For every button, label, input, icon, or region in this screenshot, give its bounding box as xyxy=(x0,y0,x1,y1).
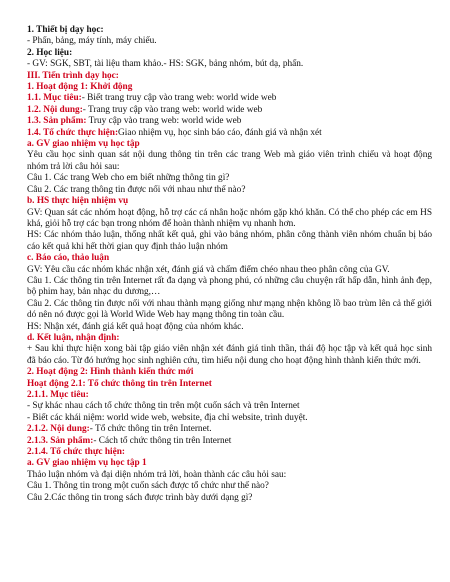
subsection-heading: 2.1.4. Tổ chức thực hiện: xyxy=(27,447,126,458)
subsection-heading: a. GV giao nhiệm vụ học tập 1 xyxy=(27,458,147,469)
labeled-line xyxy=(27,424,432,435)
label: 2.1.3. Sản phẩm: xyxy=(27,435,94,446)
value: Truy cập vào trang web: world wide web xyxy=(86,116,242,127)
labeled-line xyxy=(27,116,432,127)
question: Câu 2.Các thông tin trong sách được trình bày dưới dạng gì? xyxy=(27,492,253,503)
question: Câu 2. Các trang thông tin được nối với nhau như thế nào? xyxy=(27,184,246,195)
section-heading: 2. Học liệu: xyxy=(27,47,73,58)
subsection-heading: d. Kết luận, nhận định: xyxy=(27,332,120,343)
label: 1.1. Mục tiêu: xyxy=(27,93,82,104)
value: - Trang truy cập vào trang web: world wide web xyxy=(82,104,263,115)
paragraph: Câu 2. Các thông tin được nối với nhau thành mạng giống như mạng nhện không lồ bao trùm lên cả thế giới dó nên nó được gọi là World Wide Web hay mạng thông tin toàn cầu. xyxy=(27,298,432,321)
label: 2.1.2. Nội dung: xyxy=(27,424,90,435)
text-line: - Biết các khái niệm: world wide web, website, địa chỉ website, trình duyệt. xyxy=(27,412,308,423)
text-line: Thảo luận nhóm và đại diện nhóm trả lời, hoàn thành các câu hỏi sau: xyxy=(27,469,287,480)
value: Giao nhiệm vụ, học sinh báo cáo, đánh giá và nhận xét xyxy=(118,127,322,138)
paragraph: + Sau khi thực hiện xong bài tập giáo viên nhận xét đánh giá tinh thần, thái độ học tập và kết quả học sinh đã báo cáo. Từ đó hướng học sinh nghiên cứu, tìm hiểu nội dung cho hoạt động hình thành kiến thức mới. xyxy=(27,344,432,366)
activity-heading: Hoạt động 2.1: Tổ chức thông tin trên Internet xyxy=(27,378,212,389)
subsection-heading: a. GV giao nhiệm vụ học tập xyxy=(27,139,140,150)
value: - Tổ chức thông tin trên Internet. xyxy=(89,424,212,435)
question: Câu 1. Thông tin trong một cuốn sách được tổ chức như thế nào? xyxy=(27,481,269,492)
activity-heading: 1. Hoạt động 1: Khởi động xyxy=(27,82,133,93)
text-line: HS: Nhận xét, đánh giá kết quả hoạt động của nhóm khác. xyxy=(27,321,244,332)
labeled-line xyxy=(27,105,432,116)
subsection-heading: 2.1.1. Mục tiêu: xyxy=(27,390,89,400)
question: Câu 1. Các trang Web cho em biết những thông tin gì? xyxy=(27,173,230,184)
label: 1.2. Nội dung: xyxy=(27,104,83,115)
labeled-line xyxy=(27,436,432,447)
value: - Cách tổ chức thông tin trên Internet xyxy=(93,435,232,446)
paragraph: GV: Yêu cầu các nhóm khác nhận xét, đánh giá và chấm điểm chéo nhau theo phân công của GV. xyxy=(27,264,390,275)
text-line: - Phấn, bảng, máy tính, máy chiếu. xyxy=(27,36,157,47)
labeled-line xyxy=(27,93,432,104)
section-heading: 1. Thiết bị dạy học: xyxy=(27,25,104,35)
label: 1.3. Sản phẩm: xyxy=(27,116,87,127)
label: 1.4. Tổ chức thực hiện: xyxy=(27,127,119,138)
subsection-heading: b. HS thực hiện nhiệm vụ xyxy=(27,196,129,207)
paragraph: GV: Quan sát các nhóm hoạt động, hỗ trợ các cá nhân hoặc nhóm gặp khó khăn. Có thể cho phép các em HS khá, giỏi hỗ trợ các bạn trong nhóm để hoàn thành nhiệm vụ nhanh hơn. xyxy=(27,207,432,229)
text-line: - GV: SGK, SBT, tài liệu tham khảo.- HS: SGK, bảng nhóm, bút dạ, phấn. xyxy=(27,59,304,70)
paragraph: Câu 1. Các thông tin trên Internet rất đa dạng và phong phú, có những câu chuyện rất hấp dẫn, hình ảnh đẹp, bộ phim hay, bản nhạc du dương,… xyxy=(27,275,432,298)
subsection-heading: c. Báo cáo, thảo luận xyxy=(27,253,110,264)
activity-heading: 2. Hoạt động 2: Hình thành kiến thức mới xyxy=(27,367,194,378)
text-line: - Sự khác nhau cách tổ chức thông tin trên một cuốn sách và trên Internet xyxy=(27,401,300,412)
paragraph: Yêu cầu học sinh quan sát nội dung thông tin trên các trang Web mà giáo viên trình chiếu và hoạt động nhóm trả lời câu hỏi sau: xyxy=(27,150,432,172)
section-heading: III. Tiến trình dạy học: xyxy=(27,70,119,81)
value: - Biết trang truy cập vào trang web: world wide web xyxy=(81,93,277,104)
paragraph: HS: Các nhóm thảo luận, thống nhất kết quả, ghi vào bảng nhóm, phân công thành viên nhóm chuẩn bị báo cáo kết quả khi hết thời gian quy định thảo luận nhóm xyxy=(27,230,432,252)
labeled-line xyxy=(27,128,432,139)
